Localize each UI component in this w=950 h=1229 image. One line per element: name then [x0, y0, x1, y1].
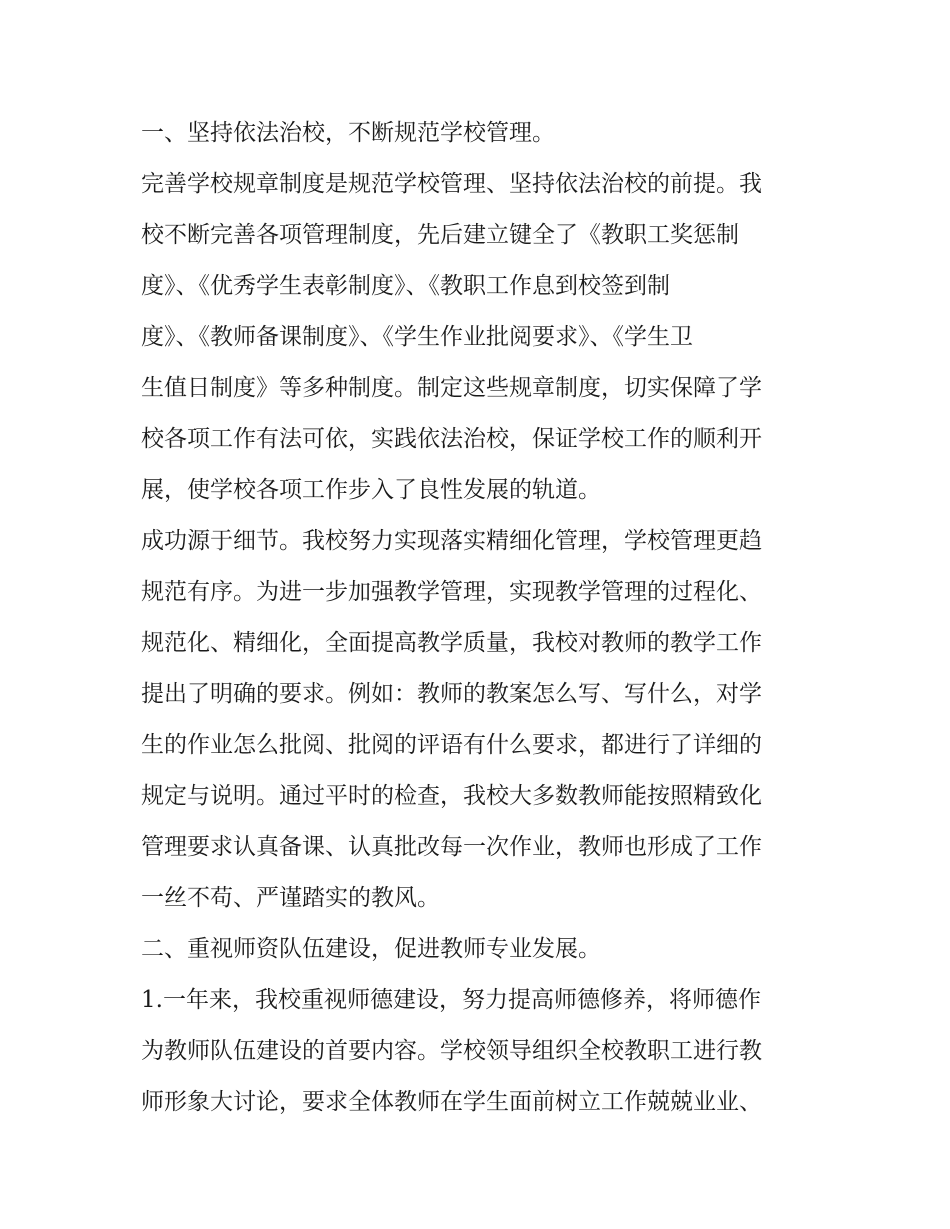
- paragraph-line: 校不断完善各项管理制度，先后建立键全了《教职工奖惩制: [141, 222, 739, 248]
- paragraph-line: 生值日制度》等多种制度。制定这些规章制度，切实保障了学: [141, 375, 762, 401]
- document-body: [141, 108, 813, 1128]
- paragraph-line: 师形象大讨论，要求全体教师在学生面前树立工作兢兢业业、: [141, 1089, 762, 1115]
- section-heading-2: 二、重视师资队伍建设，促进教师专业发展。: [141, 936, 601, 962]
- paragraph-line: 提出了明确的要求。例如：教师的教案怎么写、写什么，对学: [141, 681, 762, 707]
- paragraph-line: 规范化、精细化，全面提高教学质量，我校对教师的教学工作: [141, 630, 762, 656]
- paragraph-line: 成功源于细节。我校努力实现落实精细化管理，学校管理更趋: [141, 528, 762, 554]
- paragraph-line: 完善学校规章制度是规范学校管理、坚持依法治校的前提。我: [141, 171, 762, 197]
- paragraph-line: 管理要求认真备课、认真批改每一次作业，教师也形成了工作: [141, 834, 762, 860]
- section-heading-1: 一、坚持依法治校，不断规范学校管理。: [141, 120, 555, 146]
- paragraph-line: 生的作业怎么批阅、批阅的评语有什么要求，都进行了详细的: [141, 732, 762, 758]
- paragraph-line: 度》、《教师备课制度》、《学生作业批阅要求》、《学生卫: [141, 324, 693, 350]
- paragraph-line: 1.一年来，我校重视师德建设，努力提高师德修养，将师德作: [141, 987, 761, 1013]
- paragraph-line: 为教师队伍建设的首要内容。学校领导组织全校教职工进行教: [141, 1038, 762, 1064]
- paragraph-line: 规范有序。为进一步加强教学管理，实现教学管理的过程化、: [141, 579, 762, 605]
- paragraph-line: 展，使学校各项工作步入了良性发展的轨道。: [141, 477, 601, 503]
- paragraph-line: 度》、《优秀学生表彰制度》、《教职工作息到校签到制: [141, 273, 670, 299]
- paragraph-line: 规定与说明。通过平时的检查，我校大多数教师能按照精致化: [141, 783, 762, 809]
- paragraph-line: 校各项工作有法可依，实践依法治校，保证学校工作的顺利开: [141, 426, 762, 452]
- paragraph-line: 一丝不苟、严谨踏实的教风。: [141, 885, 440, 911]
